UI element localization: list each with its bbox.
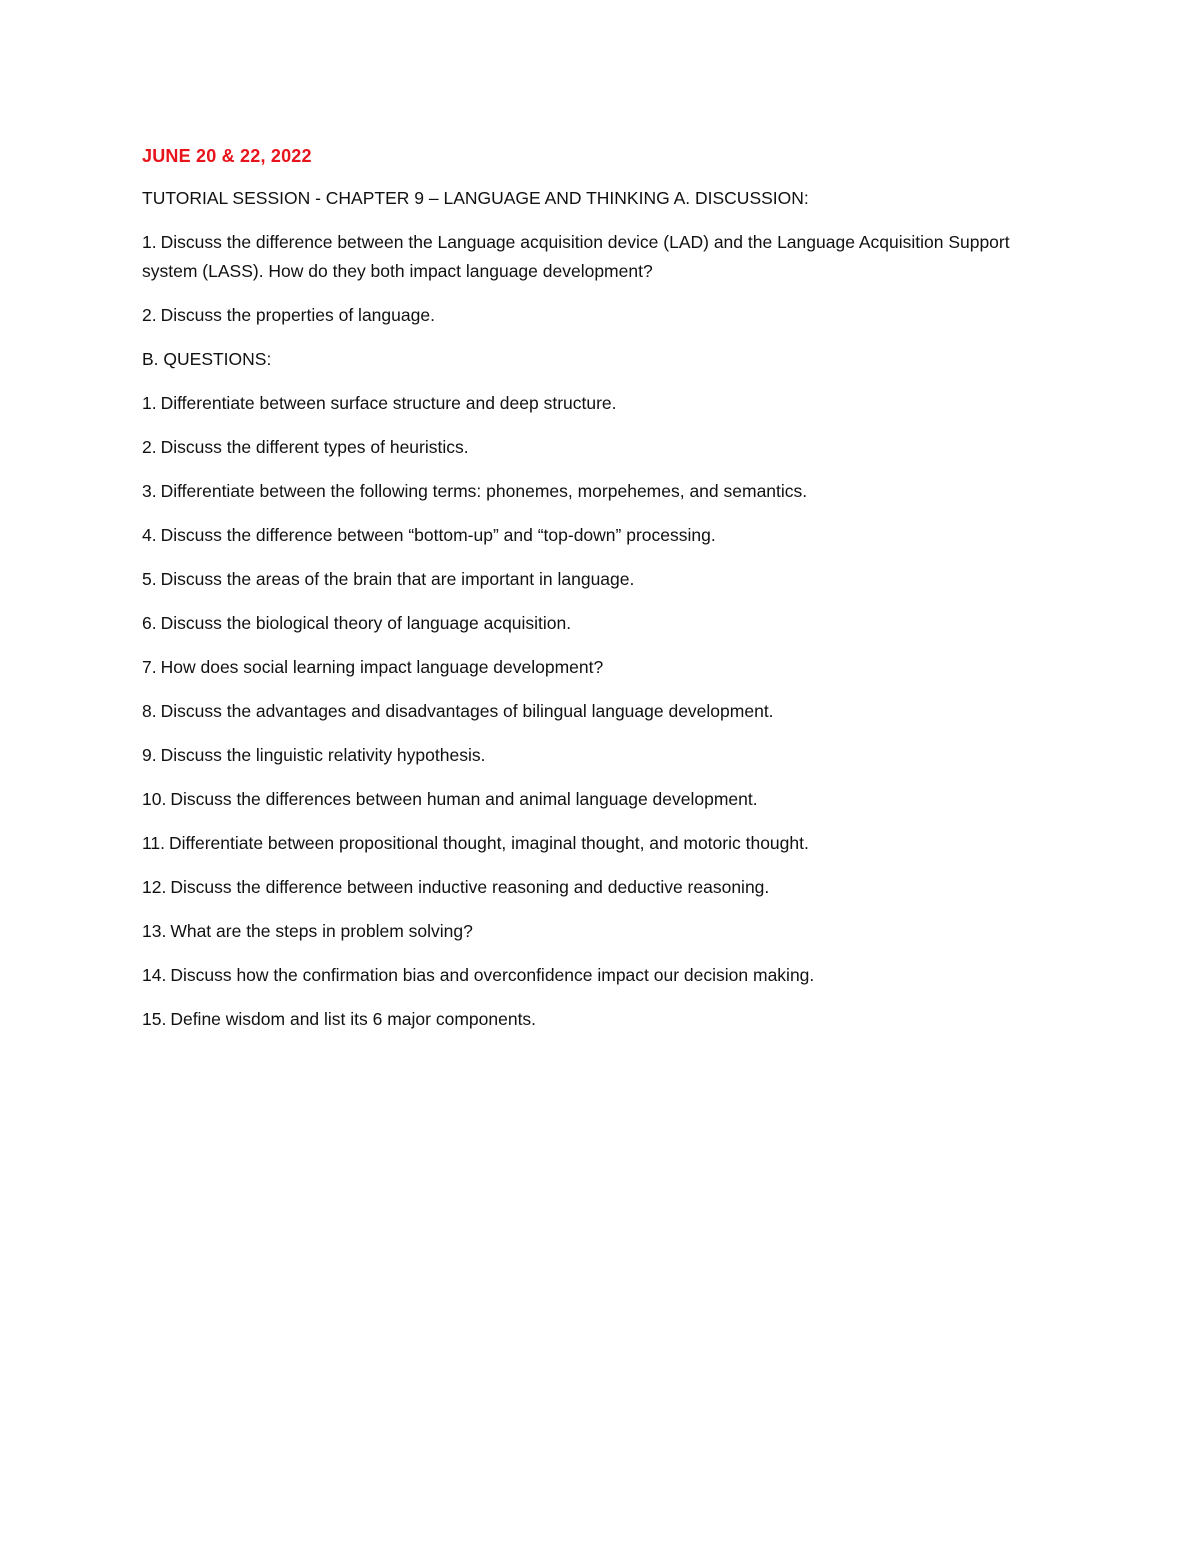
question-item xyxy=(142,697,1062,726)
question-item-text: How does social learning impact language development? xyxy=(160,657,604,677)
question-item xyxy=(142,521,1062,550)
question-item-text: Discuss how the confirmation bias and overconfidence impact our decision making. xyxy=(170,965,815,985)
discussion-item-number: 2. xyxy=(142,305,157,325)
question-item xyxy=(142,785,1062,814)
question-item-number: 6. xyxy=(142,613,157,633)
question-item-text: Define wisdom and list its 6 major components. xyxy=(170,1009,537,1029)
discussion-item-number: 1. xyxy=(142,232,157,252)
session-heading: TUTORIAL SESSION - CHAPTER 9 – LANGUAGE AND THINKING A. DISCUSSION: xyxy=(142,188,809,208)
question-item-number: 8. xyxy=(142,701,157,721)
question-item-number: 5. xyxy=(142,569,157,589)
document-content xyxy=(142,140,1062,1049)
question-item-number: 1. xyxy=(142,393,157,413)
discussion-item xyxy=(142,228,1062,286)
question-item xyxy=(142,389,1062,418)
question-item-text: Differentiate between surface structure and deep structure. xyxy=(160,393,617,413)
question-item-text: Discuss the linguistic relativity hypothesis. xyxy=(160,745,486,765)
question-item-text: Discuss the difference between “bottom-up” and “top-down” processing. xyxy=(160,525,716,545)
question-item-text: Differentiate between propositional thought, imaginal thought, and motoric thought. xyxy=(169,833,809,853)
question-item-number: 13. xyxy=(142,921,167,941)
question-item-text: Discuss the areas of the brain that are important in language. xyxy=(160,569,635,589)
question-item-number: 14. xyxy=(142,965,167,985)
question-item-text: Discuss the difference between inductive reasoning and deductive reasoning. xyxy=(170,877,770,897)
question-item-text: Discuss the different types of heuristics. xyxy=(160,437,469,457)
question-item-number: 4. xyxy=(142,525,157,545)
question-item-number: 7. xyxy=(142,657,157,677)
discussion-item xyxy=(142,301,1062,330)
question-item xyxy=(142,653,1062,682)
question-item-text: Discuss the biological theory of language acquisition. xyxy=(160,613,572,633)
question-item xyxy=(142,477,1062,506)
question-item xyxy=(142,917,1062,946)
question-item-number: 11. xyxy=(142,833,166,853)
question-item-number: 12. xyxy=(142,877,167,897)
question-item xyxy=(142,741,1062,770)
question-item-text: Differentiate between the following terms: phonemes, morpehemes, and semantics. xyxy=(160,481,808,501)
discussion-item-text: Discuss the properties of language. xyxy=(160,305,435,325)
question-item-number: 9. xyxy=(142,745,157,765)
question-item-number: 2. xyxy=(142,437,157,457)
question-item-text: Discuss the differences between human and animal language development. xyxy=(170,789,758,809)
question-item xyxy=(142,609,1062,638)
question-item-number: 15. xyxy=(142,1009,167,1029)
question-item-text: Discuss the advantages and disadvantages of bilingual language development. xyxy=(160,701,774,721)
question-item xyxy=(142,873,1062,902)
discussion-item-text: Discuss the difference between the Language acquisition device (LAD) and the Language Acquisition Support system (LASS). How do they both impact language development? xyxy=(142,232,1010,281)
question-item xyxy=(142,829,1062,858)
questions-heading: B. QUESTIONS: xyxy=(142,349,272,369)
document-date: JUNE 20 & 22, 2022 xyxy=(142,146,312,166)
question-item xyxy=(142,961,1062,990)
question-item xyxy=(142,565,1062,594)
question-item-number: 10. xyxy=(142,789,167,809)
question-item-number: 3. xyxy=(142,481,157,501)
question-item-text: What are the steps in problem solving? xyxy=(170,921,473,941)
question-item xyxy=(142,1005,1062,1034)
question-item xyxy=(142,433,1062,462)
